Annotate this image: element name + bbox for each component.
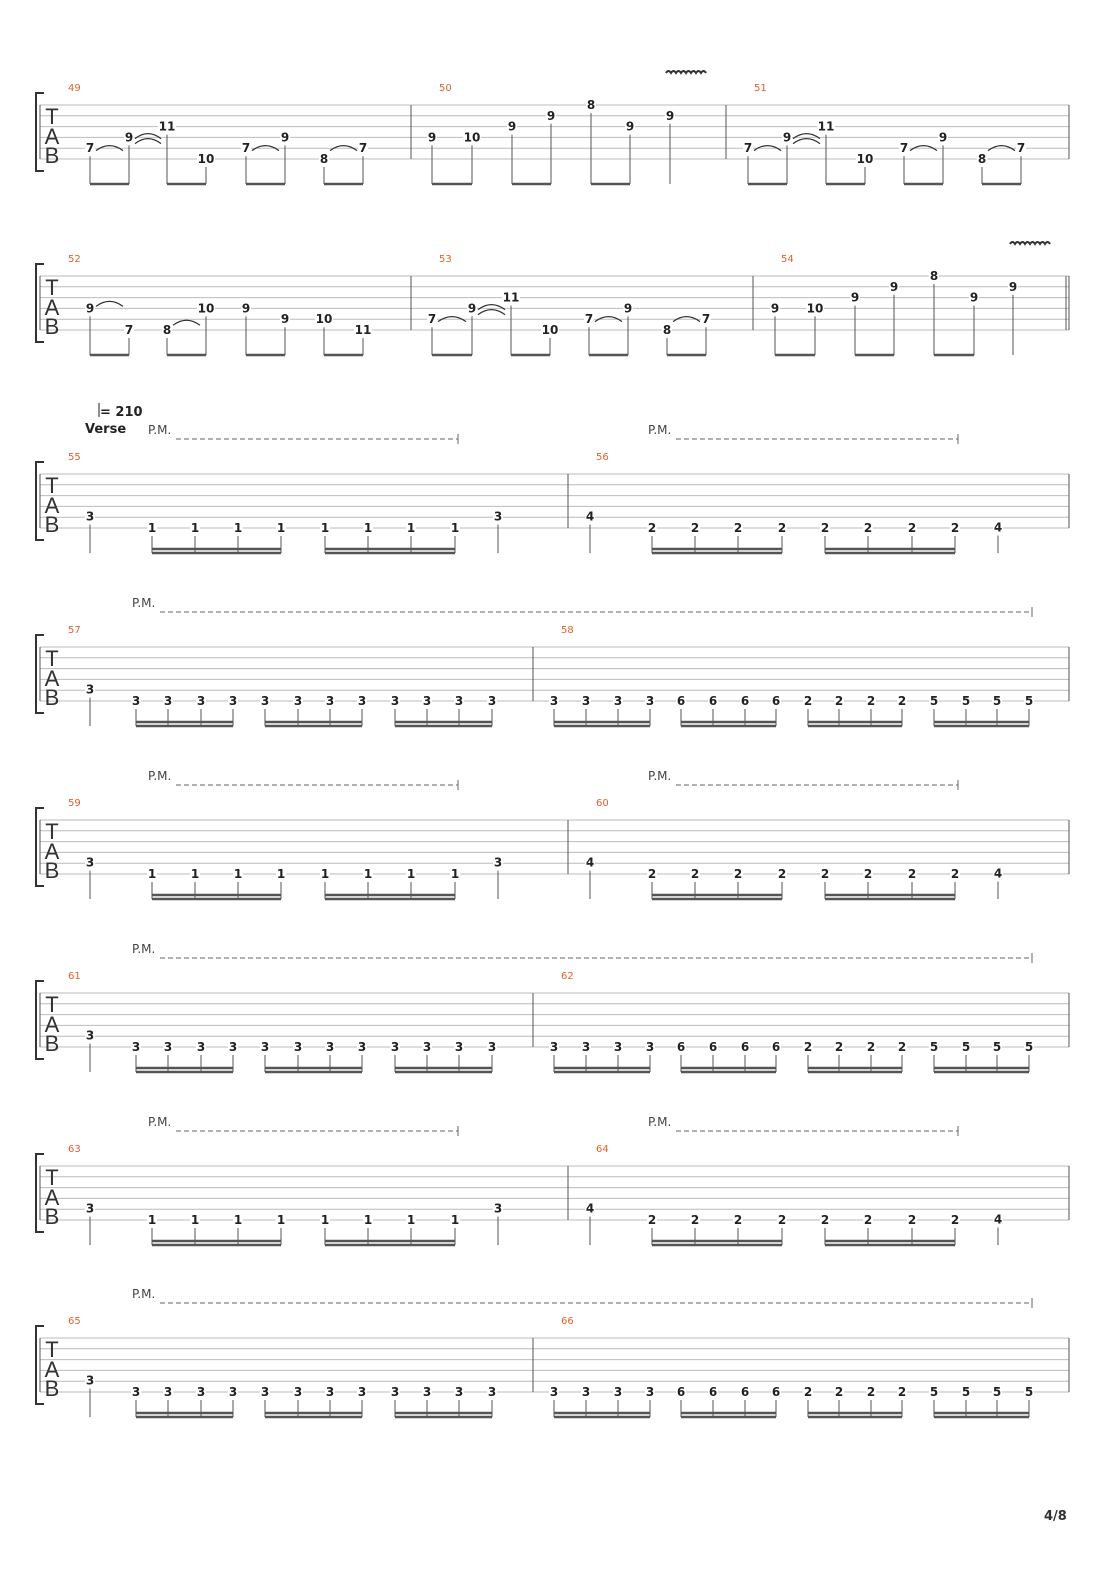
measure-number: 63: [68, 1144, 81, 1155]
fret-number: 3: [163, 1385, 173, 1399]
fret-number: 2: [834, 1040, 844, 1054]
measure-number: 59: [68, 798, 81, 809]
tab-clef-letter: T: [45, 1337, 59, 1362]
fret-number: 10: [315, 312, 333, 327]
tab-clef-letter: T: [45, 819, 59, 844]
fret-number: 2: [803, 694, 813, 708]
fret-number: 5: [992, 694, 1002, 708]
tab-staff: [0, 434, 1110, 574]
tab-clef-letter: A: [44, 1011, 60, 1037]
measure-number: 52: [68, 254, 81, 265]
palm-mute-label: P.M.: [648, 423, 672, 437]
fret-number: 4: [993, 866, 1003, 881]
fret-number: 3: [454, 1040, 464, 1054]
fret-number: 3: [228, 1385, 238, 1399]
fret-number: 7: [427, 312, 437, 327]
fret-number: 2: [863, 1213, 873, 1227]
tab-staff: [0, 236, 1110, 376]
tab-staff: [0, 607, 1110, 747]
fret-number: 3: [260, 1040, 270, 1054]
vibrato-mark: [666, 71, 706, 73]
fret-number: 2: [834, 1385, 844, 1399]
fret-number: 8: [319, 152, 329, 166]
fret-number: 8: [162, 323, 172, 337]
fret-number: 1: [320, 1213, 330, 1227]
fret-number: 1: [450, 1213, 460, 1227]
fret-number: 3: [613, 1385, 623, 1399]
fret-number: 2: [820, 521, 830, 535]
fret-number: 9: [623, 301, 633, 316]
tab-clef-letter: T: [45, 1165, 59, 1190]
measure-number: 51: [754, 83, 767, 94]
tab-clef-letter: T: [45, 646, 59, 671]
tab-staff: [0, 1126, 1110, 1266]
fret-number: 3: [196, 694, 206, 708]
fret-number: 7: [124, 323, 134, 337]
fret-number: 2: [897, 1040, 907, 1054]
fret-number: 2: [777, 521, 787, 535]
fret-number: 11: [354, 323, 372, 337]
fret-number: 3: [645, 694, 655, 708]
fret-number: 3: [85, 855, 95, 870]
fret-number: 3: [293, 1385, 303, 1399]
fret-number: 9: [124, 130, 134, 145]
fret-number: 5: [929, 1040, 939, 1054]
palm-mute-label: P.M.: [132, 942, 156, 956]
fret-number: 2: [647, 1213, 657, 1227]
palm-mute-label: P.M.: [148, 423, 172, 437]
measure-number: 61: [68, 971, 81, 982]
tab-system: [0, 596, 1110, 747]
fret-number: 2: [950, 1213, 960, 1227]
fret-number: 6: [740, 1385, 750, 1399]
fret-number: 1: [363, 521, 373, 535]
tab-clef-letter: T: [45, 992, 59, 1017]
fret-number: 7: [743, 141, 753, 156]
tab-clef-letter: B: [44, 1031, 60, 1056]
fret-number: 6: [771, 1385, 781, 1399]
fret-number: 1: [450, 867, 460, 881]
fret-number: 2: [820, 867, 830, 881]
fret-number: 2: [733, 1213, 743, 1227]
fret-number: 1: [276, 867, 286, 881]
fret-number: 4: [993, 520, 1003, 535]
fret-number: 3: [357, 1040, 367, 1054]
fret-number: 2: [733, 867, 743, 881]
measure-number: 56: [596, 452, 609, 463]
fret-number: 11: [502, 290, 520, 305]
fret-number: 2: [866, 1040, 876, 1054]
fret-number: 3: [85, 509, 95, 524]
fret-number: 2: [950, 867, 960, 881]
fret-number: 2: [803, 1385, 813, 1399]
fret-number: 2: [690, 1213, 700, 1227]
fret-number: 9: [427, 130, 437, 145]
fret-number: 1: [276, 521, 286, 535]
tempo-marking: [100, 403, 143, 421]
tab-clef-letter: B: [44, 143, 60, 168]
fret-number: 3: [325, 1385, 335, 1399]
fret-number: 2: [897, 694, 907, 708]
fret-number: 11: [817, 119, 835, 134]
palm-mute-label: P.M.: [648, 1115, 672, 1129]
fret-number: 7: [584, 312, 594, 327]
tab-system: [0, 65, 1110, 205]
fret-number: 1: [320, 521, 330, 535]
fret-number: 4: [993, 1212, 1003, 1227]
fret-number: 8: [929, 269, 939, 283]
fret-number: 9: [467, 301, 477, 316]
fret-number: 3: [228, 1040, 238, 1054]
tab-system: [0, 942, 1110, 1093]
tab-clef-letter: B: [44, 512, 60, 537]
fret-number: 1: [147, 1213, 157, 1227]
fret-number: 3: [293, 1040, 303, 1054]
tab-clef-letter: T: [45, 275, 59, 300]
measure-number: 58: [561, 625, 574, 636]
tab-staff: [0, 953, 1110, 1093]
tab-clef-letter: B: [44, 685, 60, 710]
fret-number: 7: [85, 141, 95, 156]
fret-number: 3: [131, 694, 141, 708]
fret-number: 3: [645, 1385, 655, 1399]
slur-tie: [173, 320, 200, 325]
measure-number: 53: [439, 254, 452, 265]
fret-number: 1: [320, 867, 330, 881]
quarter-note-icon: [92, 403, 100, 421]
fret-number: 9: [889, 279, 899, 294]
fret-number: 3: [549, 1040, 559, 1054]
fret-number: 10: [541, 323, 559, 337]
tab-clef-letter: A: [44, 492, 60, 518]
palm-mute-label: P.M.: [148, 1115, 172, 1129]
fret-number: 9: [280, 130, 290, 145]
fret-number: 3: [357, 694, 367, 708]
measure-number: 54: [781, 254, 794, 265]
measure-number: 60: [596, 798, 609, 809]
fret-number: 9: [850, 290, 860, 305]
fret-number: 9: [280, 312, 290, 327]
fret-number: 4: [585, 855, 595, 870]
fret-number: 10: [197, 152, 215, 166]
fret-number: 3: [390, 694, 400, 708]
fret-number: 3: [613, 1040, 623, 1054]
fret-number: 5: [992, 1040, 1002, 1054]
tab-clef-letter: A: [44, 838, 60, 864]
tab-system: [0, 236, 1110, 376]
fret-number: 1: [363, 867, 373, 881]
tab-clef-letter: T: [45, 473, 59, 498]
tab-clef-letter: A: [44, 294, 60, 320]
fret-number: 6: [676, 1040, 686, 1054]
fret-number: 6: [708, 1040, 718, 1054]
slur-tie: [793, 139, 820, 144]
fret-number: 1: [190, 1213, 200, 1227]
palm-mute-label: P.M.: [648, 769, 672, 783]
tab-staff: [0, 780, 1110, 920]
fret-number: 3: [549, 694, 559, 708]
fret-number: 2: [897, 1385, 907, 1399]
page-number: 4/8: [1044, 1509, 1067, 1524]
fret-number: 3: [493, 855, 503, 870]
fret-number: 3: [85, 1373, 95, 1388]
fret-number: 6: [708, 694, 718, 708]
tab-system: [0, 1115, 1110, 1266]
measure-number: 65: [68, 1316, 81, 1327]
fret-number: 3: [293, 694, 303, 708]
fret-number: 9: [546, 108, 556, 123]
fret-number: 10: [856, 152, 874, 166]
fret-number: 1: [233, 521, 243, 535]
fret-number: 9: [625, 119, 635, 134]
fret-number: 3: [85, 1201, 95, 1216]
fret-number: 3: [325, 1040, 335, 1054]
fret-number: 10: [463, 130, 481, 145]
fret-number: 4: [585, 509, 595, 524]
fret-number: 3: [390, 1385, 400, 1399]
fret-number: 3: [581, 1040, 591, 1054]
fret-number: 9: [507, 119, 517, 134]
fret-number: 3: [85, 1028, 95, 1043]
fret-number: 2: [866, 694, 876, 708]
slur-tie: [96, 301, 123, 306]
fret-number: 5: [961, 1040, 971, 1054]
fret-number: 3: [487, 1040, 497, 1054]
fret-number: 2: [820, 1213, 830, 1227]
fret-number: 2: [834, 694, 844, 708]
tempo-value: = 210: [100, 405, 143, 420]
fret-number: 3: [357, 1385, 367, 1399]
fret-number: 3: [581, 1385, 591, 1399]
fret-number: 3: [454, 694, 464, 708]
slur-tie: [478, 310, 505, 315]
fret-number: 1: [233, 867, 243, 881]
fret-number: 3: [422, 694, 432, 708]
fret-number: 3: [454, 1385, 464, 1399]
fret-number: 3: [422, 1040, 432, 1054]
fret-number: 3: [422, 1385, 432, 1399]
fret-number: 2: [777, 1213, 787, 1227]
fret-number: 6: [676, 1385, 686, 1399]
tab-system: [0, 769, 1110, 920]
fret-number: 3: [260, 1385, 270, 1399]
fret-number: 2: [690, 521, 700, 535]
fret-number: 2: [907, 867, 917, 881]
fret-number: 1: [406, 867, 416, 881]
fret-number: 2: [803, 1040, 813, 1054]
tab-clef-letter: B: [44, 1376, 60, 1401]
vibrato-mark: [1010, 242, 1050, 244]
fret-number: 3: [549, 1385, 559, 1399]
fret-number: 10: [197, 301, 215, 316]
fret-number: 5: [961, 1385, 971, 1399]
fret-number: 1: [276, 1213, 286, 1227]
fret-number: 1: [190, 867, 200, 881]
fret-number: 9: [1008, 279, 1018, 294]
fret-number: 5: [1024, 1040, 1034, 1054]
fret-number: 6: [740, 694, 750, 708]
measure-number: 57: [68, 625, 81, 636]
tab-staff: [0, 65, 1110, 205]
measure-number: 55: [68, 452, 81, 463]
fret-number: 1: [233, 1213, 243, 1227]
fret-number: 9: [969, 290, 979, 305]
fret-number: 8: [586, 98, 596, 112]
fret-number: 2: [647, 521, 657, 535]
section-label: Verse: [85, 422, 127, 437]
measure-number: 64: [596, 1144, 609, 1155]
fret-number: 3: [487, 1385, 497, 1399]
fret-number: 5: [929, 1385, 939, 1399]
fret-number: 9: [665, 108, 675, 123]
tab-clef-letter: T: [45, 104, 59, 129]
fret-number: 6: [771, 1040, 781, 1054]
measure-number: 66: [561, 1316, 574, 1327]
fret-number: 1: [406, 1213, 416, 1227]
slur-tie: [135, 139, 161, 144]
fret-number: 3: [163, 1040, 173, 1054]
fret-number: 5: [929, 694, 939, 708]
fret-number: 2: [647, 867, 657, 881]
fret-number: 9: [782, 130, 792, 145]
fret-number: 2: [777, 867, 787, 881]
fret-number: 10: [806, 301, 824, 316]
fret-number: 1: [190, 521, 200, 535]
fret-number: 9: [85, 301, 95, 316]
fret-number: 3: [196, 1040, 206, 1054]
fret-number: 7: [1016, 141, 1026, 156]
fret-number: 7: [241, 141, 251, 156]
fret-number: 3: [85, 682, 95, 697]
fret-number: 8: [662, 323, 672, 337]
tab-clef-letter: B: [44, 314, 60, 339]
fret-number: 5: [992, 1385, 1002, 1399]
fret-number: 1: [147, 521, 157, 535]
fret-number: 5: [961, 694, 971, 708]
fret-number: 2: [690, 867, 700, 881]
palm-mute-label: P.M.: [148, 769, 172, 783]
fret-number: 7: [899, 141, 909, 156]
measure-number: 62: [561, 971, 574, 982]
tab-clef-letter: B: [44, 1204, 60, 1229]
fret-number: 9: [241, 301, 251, 316]
fret-number: 8: [977, 152, 987, 166]
fret-number: 7: [701, 312, 711, 327]
tab-staff: [0, 1298, 1110, 1438]
fret-number: 9: [938, 130, 948, 145]
palm-mute-label: P.M.: [132, 596, 156, 610]
fret-number: 5: [1024, 694, 1034, 708]
measure-number: 49: [68, 83, 81, 94]
fret-number: 3: [613, 694, 623, 708]
fret-number: 7: [358, 141, 368, 156]
fret-number: 1: [147, 867, 157, 881]
fret-number: 3: [228, 694, 238, 708]
fret-number: 3: [581, 694, 591, 708]
tab-clef-letter: A: [44, 665, 60, 691]
fret-number: 3: [131, 1040, 141, 1054]
fret-number: 2: [907, 1213, 917, 1227]
fret-number: 3: [260, 694, 270, 708]
fret-number: 3: [196, 1385, 206, 1399]
fret-number: 3: [487, 694, 497, 708]
tab-clef-letter: A: [44, 1356, 60, 1382]
fret-number: 2: [863, 521, 873, 535]
fret-number: 4: [585, 1201, 595, 1216]
tab-clef-letter: A: [44, 123, 60, 149]
fret-number: 11: [158, 119, 176, 134]
fret-number: 3: [645, 1040, 655, 1054]
fret-number: 3: [390, 1040, 400, 1054]
palm-mute-label: P.M.: [132, 1287, 156, 1301]
fret-number: 6: [771, 694, 781, 708]
fret-number: 3: [325, 694, 335, 708]
fret-number: 9: [770, 301, 780, 316]
fret-number: 2: [863, 867, 873, 881]
fret-number: 3: [493, 1201, 503, 1216]
fret-number: 2: [733, 521, 743, 535]
fret-number: 1: [363, 1213, 373, 1227]
fret-number: 5: [1024, 1385, 1034, 1399]
measure-number: 50: [439, 83, 452, 94]
fret-number: 6: [676, 694, 686, 708]
fret-number: 6: [708, 1385, 718, 1399]
tab-system: [0, 1287, 1110, 1438]
fret-number: 1: [406, 521, 416, 535]
fret-number: 3: [131, 1385, 141, 1399]
fret-number: 2: [950, 521, 960, 535]
fret-number: 3: [163, 694, 173, 708]
fret-number: 3: [493, 509, 503, 524]
tab-clef-letter: B: [44, 858, 60, 883]
fret-number: 2: [907, 521, 917, 535]
fret-number: 2: [866, 1385, 876, 1399]
fret-number: 6: [740, 1040, 750, 1054]
fret-number: 1: [450, 521, 460, 535]
tab-clef-letter: A: [44, 1184, 60, 1210]
